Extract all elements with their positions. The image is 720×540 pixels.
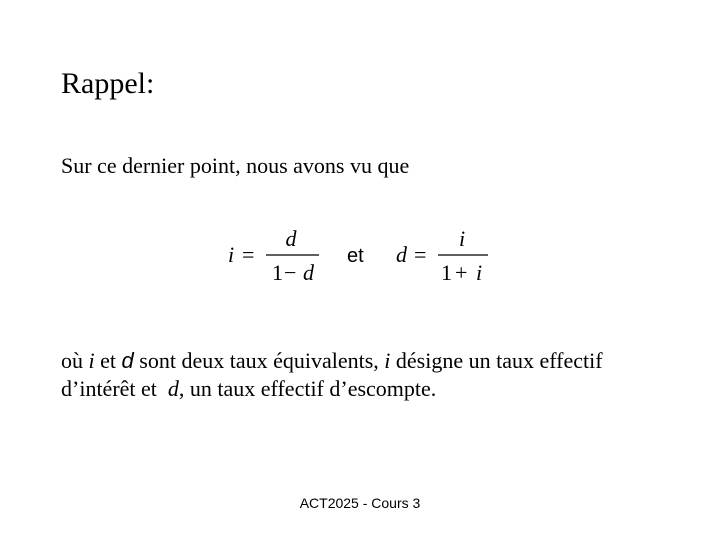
body-phrase-designe: désigne un taux effectif xyxy=(395,348,603,373)
body-phrase-equivalents: sont deux taux équivalents, xyxy=(139,348,379,373)
intro-text: Sur ce dernier point, nous avons vu que xyxy=(61,153,410,178)
formula-right-den-var: i xyxy=(476,260,483,285)
formula-left-den-var: d xyxy=(303,260,314,285)
formula-svg xyxy=(226,224,496,288)
body-line-1 xyxy=(61,347,681,375)
formula-right-numerator: i xyxy=(458,226,466,251)
formula-right-den-plus: + xyxy=(455,260,468,285)
slide-title: Rappel: xyxy=(61,67,155,100)
body-paragraph xyxy=(61,347,681,403)
body-phrase-escompte: , un taux effectif d’escompte. xyxy=(178,376,437,401)
formula-left-den-minus: − xyxy=(284,260,297,285)
body-var-d-second: d xyxy=(167,376,179,401)
body-line-2 xyxy=(61,375,681,403)
formula-left-equals: = xyxy=(242,242,255,267)
body-word-et: et xyxy=(100,348,117,373)
formula-left-den-one: 1 xyxy=(272,260,283,285)
slide-footer: ACT2025 - Cours 3 xyxy=(299,495,421,511)
formula-right-var: d xyxy=(396,242,407,267)
body-word-ou: où xyxy=(61,348,83,373)
body-var-i: i xyxy=(88,348,95,373)
formula-right-equals: = xyxy=(414,242,427,267)
formula-left-var: i xyxy=(228,242,235,267)
body-var-i-second: i xyxy=(384,348,391,373)
formula-connector: et xyxy=(347,245,364,267)
formula-right-den-one: 1 xyxy=(441,260,452,285)
body-var-d: d xyxy=(121,348,134,373)
body-phrase-interet: d’intérêt et xyxy=(61,376,157,401)
formula-left-numerator: d xyxy=(285,226,297,251)
formula-block xyxy=(226,224,496,288)
